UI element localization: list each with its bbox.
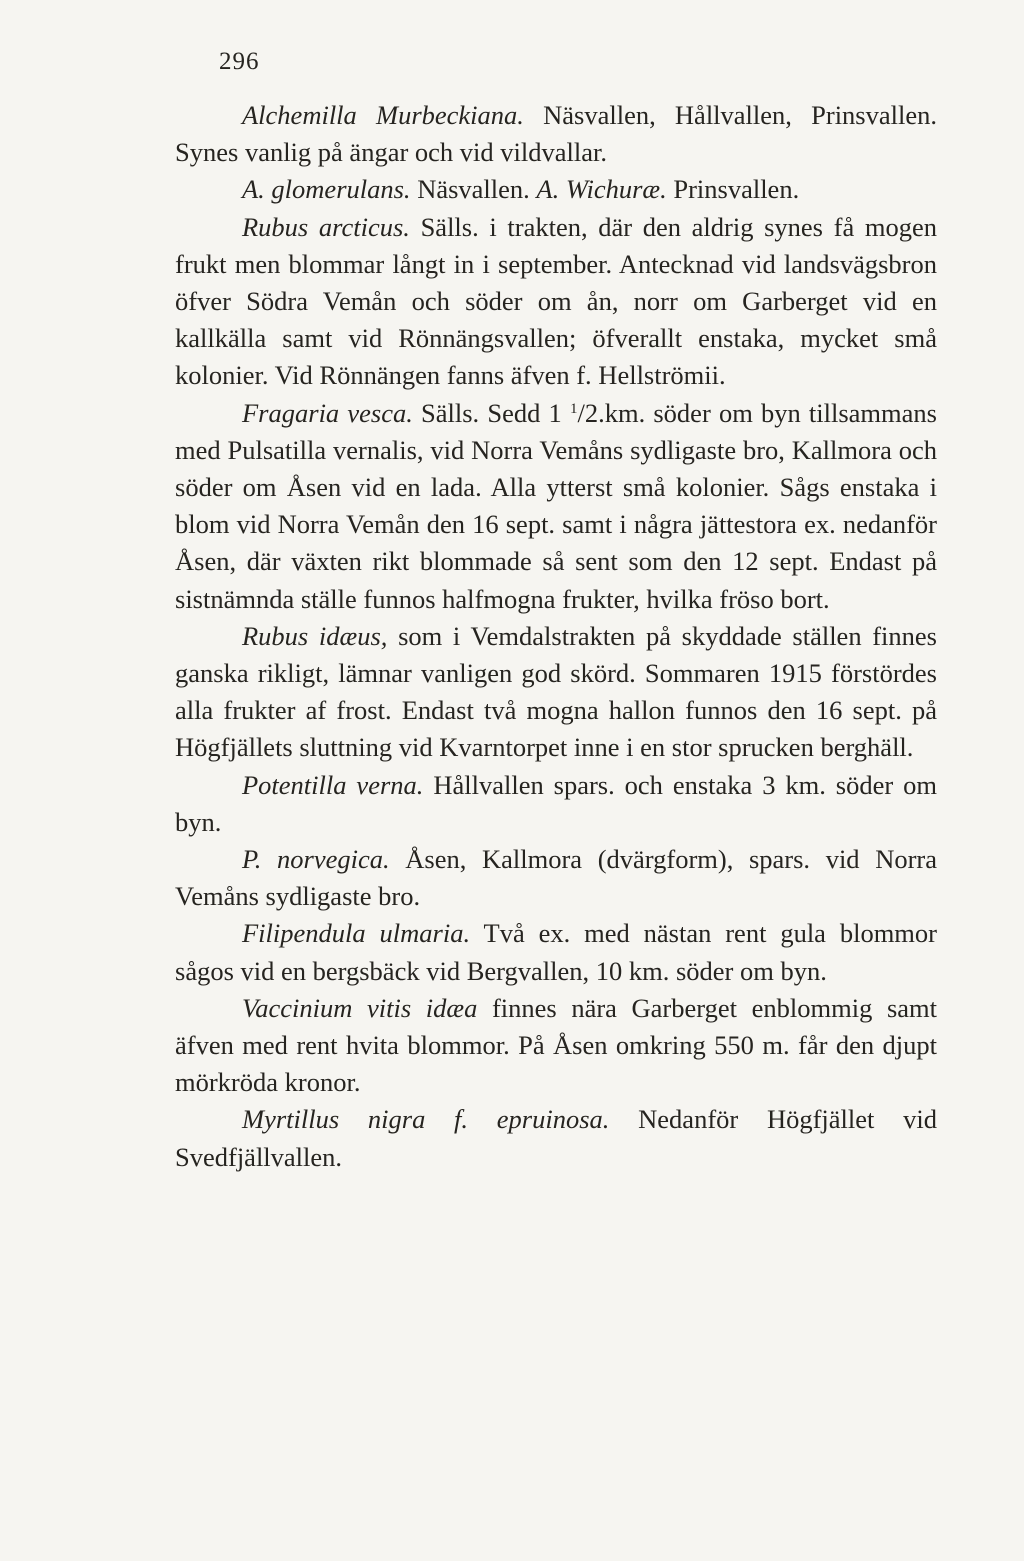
paragraph-fragaria-vesca <box>175 395 937 618</box>
species-name: Alchemilla Murbeckiana. <box>242 100 524 130</box>
fraction-denominator: /2 <box>577 397 599 428</box>
species-name: Potentilla verna. <box>242 769 424 800</box>
paragraph-text: Sälls. i trakten, där den aldrig synes få mogen frukt men blommar långt in i september. Antecknad vid landsvägsbron öfver Södra Vemån och söder om ån, norr om Garberget vid en kallkälla samt vid Rönnängsvallen; öfverallt enstaka, mycket små kolonier. Vid Rönnängen fanns äfven f. Hellströmii. <box>175 211 937 391</box>
paragraph-alchemilla-murbeckiana <box>175 97 937 171</box>
species-name: Rubus idæus, <box>242 620 388 651</box>
paragraph-vaccinium-vitis-idaea <box>175 990 937 1102</box>
species-name: Vaccinium vitis idæa <box>242 992 478 1023</box>
paragraph-text: Hållvallen spars. och enstaka 3 km. söder om byn. <box>175 769 937 837</box>
paragraph-potentilla-verna <box>175 767 937 841</box>
paragraph-filipendula-ulmaria <box>175 915 937 989</box>
fraction-numerator: 1 <box>569 400 578 417</box>
body-text <box>175 97 937 1176</box>
paragraph-rubus-arcticus <box>175 209 937 395</box>
paragraph-myrtillus-nigra <box>175 1101 937 1175</box>
paragraph-text: Nedanför Högfjället vid Svedfjällvallen. <box>175 1104 937 1172</box>
paragraph-text: Två ex. med nästan rent gula blommor sågos vid en bergsbäck vid Bergvallen, 10 km. söder om byn. <box>175 918 937 986</box>
species-name: P. norvegica. <box>242 844 390 875</box>
paragraph-text: som i Vemdalstrakten på skyddade ställen finnes ganska rikligt, lämnar vanligen god skörd. Sommaren 1915 förstördes alla frukter af frost. Endast två mogna hallon funnos den 16 sept. på Högfjällets sluttning vid Kvarntorpet inne i en stor sprucken berghäll. <box>175 620 937 763</box>
species-name: A. Wichuræ. <box>536 174 667 205</box>
paragraph-alchemilla-glomerulans <box>175 171 937 208</box>
species-name: Fragaria vesca. <box>242 397 413 428</box>
paragraph-text: Sälls. Sedd 1 <box>412 397 570 428</box>
species-name: Myrtillus nigra f. epruinosa. <box>242 1104 610 1135</box>
species-name: Rubus arcticus. <box>242 211 410 242</box>
paragraph-potentilla-norvegica <box>175 841 937 915</box>
paragraph-rubus-idaeus <box>175 618 937 767</box>
species-name: Filipendula ulmaria. <box>242 918 471 949</box>
page-number: 296 <box>219 48 260 75</box>
paragraph-text: Prinsvallen. <box>666 174 800 205</box>
paragraph-text: Näsvallen, Hållvallen, Prinsvallen. Synes vanlig på ängar och vid vildvallar. <box>175 100 937 168</box>
paragraph-text: Åsen, Kallmora (dvärgform), spars. vid Norra Vemåns sydligaste bro. <box>175 844 937 912</box>
species-name: A. glomerulans. <box>242 174 411 205</box>
paragraph-text: Näsvallen. <box>410 174 537 205</box>
paragraph-text: .km. söder om byn tillsammans med Pulsatilla vernalis, vid Norra Vemåns sydligaste bro, Kallmora och söder om Åsen vid en lada. Alla ytterst små kolonier. Sågs enstaka i blom vid Norra Vemån den 16 sept. samt i några jättestora ex. nedanför Åsen, där växten rikt blommade så sent som den 12 sept. Endast på sistnämnda ställe funnos halfmogna frukter, hvilka fröso bort. <box>175 397 937 614</box>
paragraph-text: finnes nära Garberget enblommig samt äfven med rent hvita blommor. På Åsen omkring 550 m. får den djupt mörkröda kronor. <box>175 992 937 1098</box>
